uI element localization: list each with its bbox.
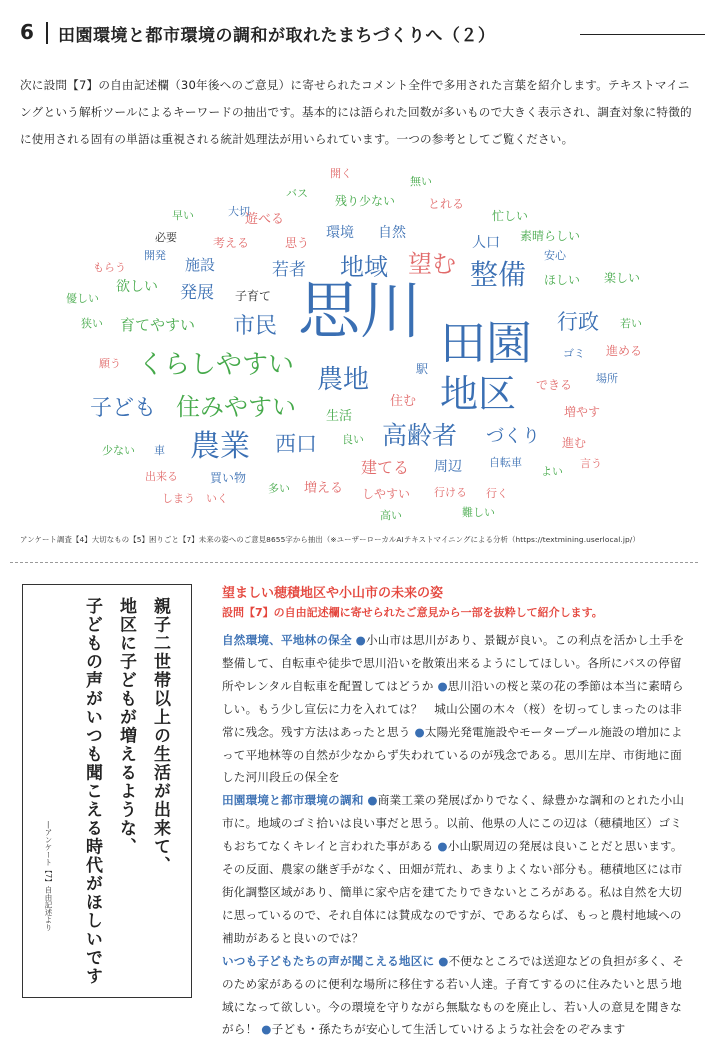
word: 行ける [434,486,467,499]
word: バス [286,187,308,200]
word: 素晴らしい [520,229,581,243]
word: 自転車 [489,456,522,469]
word: 無い [410,175,432,188]
word: ゴミ [563,347,585,360]
word: 行く [486,487,508,500]
section-number: 6 [20,20,34,44]
word: 自然 [378,225,406,241]
word: 車 [154,444,165,457]
word: 開発 [144,249,166,262]
comment-text: 小山市は思川があり、景観が良い。この利点を活かし土手を整備して、自転車や徒歩で思川沿いを散策出来るようにしてほしい。各所にバスの停留所やレンタル自転車を配置してはどうか [222,633,685,693]
word: 発展 [180,283,214,303]
word: もらう [93,261,126,274]
word: 考える [213,236,250,250]
word: 子育て [235,289,272,303]
word: 大切 [228,205,250,218]
word: 言う [580,457,602,470]
word: 難しい [462,506,495,519]
word: 地区 [440,372,517,416]
word: 田園 [440,316,532,370]
bullet-icon: ● [367,793,378,808]
comment-text: 思川沿いの桜と菜の花の季節は本当に素晴らしい。もう少し宣伝に力を入れては？ 城山公園の木々（桜）を切ってしまったのは非常に残念。残す方法はあったと思う [222,678,684,739]
word: 西口 [275,432,317,456]
bullet-icon: ● [438,953,449,968]
word: 進める [606,344,643,358]
quote-caption: ―アンケート【7】自由記述より [44,821,53,931]
word: 整備 [470,258,527,291]
word: 早い [172,209,194,222]
word: 増える [304,481,344,496]
word: いく [206,492,228,505]
word: 思う [285,236,310,250]
word: 農地 [317,365,370,395]
comment-text: 小山駅周辺の発展は良いことだと思います。その反面、農家の継ぎ手がなく、田畑が荒れ、あまりよくない部分も。穂積地区には市街化調整区域があり、簡単に家や店を建てたりできないところがある。私は自然を大切に思っているので、それ自体には賛成なのですが、であるならば、もっと農村地域への補助があると良いのでは？ [222,839,683,945]
word: 住みやすい [176,393,296,421]
header-rule [580,34,705,35]
word: 施設 [185,256,216,274]
word: 願う [99,357,121,370]
word: 育てやすい [120,316,196,334]
quote-line: 地区に子どもが増えるような、 [116,597,136,856]
word: 若者 [272,260,306,280]
word: 楽しい [604,271,641,285]
word: 人口 [472,235,500,251]
article-subheading: 設問【7】の自由記述欄に寄せられたご意見から一部を抜粋して紹介します。 [222,606,603,619]
word: 思川 [298,274,423,347]
section-divider [10,562,698,563]
source-note: アンケート調査【4】大切なもの【5】困りごと【7】未来の姿へのご意見8655字から抽出（※ユーザーローカルAIテキストマイニングによる分析（https://textmining.userlocal.jp/） [20,535,640,544]
word: 少ない [102,444,135,457]
quote-box [22,584,192,998]
word: 増やす [564,405,601,419]
comment-text: 不便なところでは送迎などの負担が多く、そのため家があるのに便利な場所に移住する若い人達。子育てするのに住みたいと思う地域になって欲しい。今の環境を守りながら無駄なものを廃止し、若い人の意見を聞きながら！ [222,953,685,1037]
word: ほしい [544,273,581,287]
bullet-icon: ● [437,678,448,693]
word: 多い [268,482,290,495]
word: 住む [390,394,417,409]
intro-paragraph: 次に設問【7】の自由記述欄（30年後へのご意見）に寄せられたコメント全件で多用された言葉を紹介します。テキストマイニングという解析ツールによるキーワードの抽出です。基本的には語られた回数が多いもので大きく表示され、調査対象に特徴的に使用される固有の単語は重視される統計処理法が用いられています。一つの参考としてご覧ください。 [20,78,692,146]
section-title: 田園環境と都市環境の調和が取れたまちづくりへ（２） [58,26,496,46]
word: 生活 [326,409,353,424]
word: 地域 [340,253,388,281]
word: 高い [380,509,402,522]
category-label: いつも子どもたちの声が聞こえる地区に [222,953,435,968]
bullet-icon: ● [414,724,425,739]
word: とれる [428,197,465,211]
comment-text: 子ども・孫たちが安心して生活していけるような社会をのぞみます [271,1022,626,1037]
word: くらしやすい [138,350,295,380]
word: 高齢者 [382,421,458,450]
quote-line: 子どもの声がいつも聞こえる時代がほしいです [82,597,102,986]
word: 買い物 [210,471,247,485]
bullet-icon: ● [355,633,366,647]
category-label: 田園環境と都市環境の調和 [222,793,364,808]
quote-line: 親子二世帯以上の生活が出来て、 [150,597,170,875]
comment-text: 商業工業の発展ばかりでなく、緑豊かな調和のとれた小山市に。地域のゴミ拾いは良い事だと思う。以前、他県の人にこの辺は（穂積地区）ゴミもおちてなくキレイと言われた事がある [222,793,685,854]
word: 優しい [66,292,99,305]
word: 若い [620,317,642,330]
word: 環境 [326,225,354,241]
word: 子ども [90,396,157,421]
word: 行政 [557,310,599,334]
word: 必要 [155,231,177,244]
category-label: 自然環境、平地林の保全 [222,633,352,647]
word-cloud [30,160,690,530]
word: 市民 [233,314,278,339]
word: 望む [408,250,456,278]
word: 進む [562,436,587,450]
comments-article [222,582,692,1041]
article-heading: 望ましい穂積地区や小山市の未来の姿 [222,586,444,601]
word: 農業 [190,429,250,464]
article-body [222,629,692,1041]
word: しやすい [362,487,411,501]
word: づくり [486,426,540,447]
section-header [20,18,690,48]
word: 遊べる [245,212,285,227]
bullet-icon: ● [437,839,448,854]
header-divider [46,22,48,44]
word: 場所 [596,372,618,385]
word: 欲しい [116,279,158,295]
word: しまう [162,492,195,505]
word: 忙しい [492,209,529,223]
word: 出来る [145,470,178,483]
word: 安心 [544,249,566,262]
word: 開く [330,167,352,180]
word: できる [536,378,573,392]
word: 狭い [81,317,103,330]
word: 残り少ない [335,194,396,208]
word: よい [541,465,563,478]
word: 駅 [416,362,429,376]
word: 周辺 [434,459,462,475]
comment-text: 太陽光発電施設やモータープール施設の増加によって平地林等の自然が少なからず失われているのが残念である。思川左岸、市街地に面した河川段丘の保全を [222,724,683,785]
word: 良い [342,433,364,446]
bullet-icon: ● [261,1022,272,1037]
word: 建てる [361,458,410,477]
